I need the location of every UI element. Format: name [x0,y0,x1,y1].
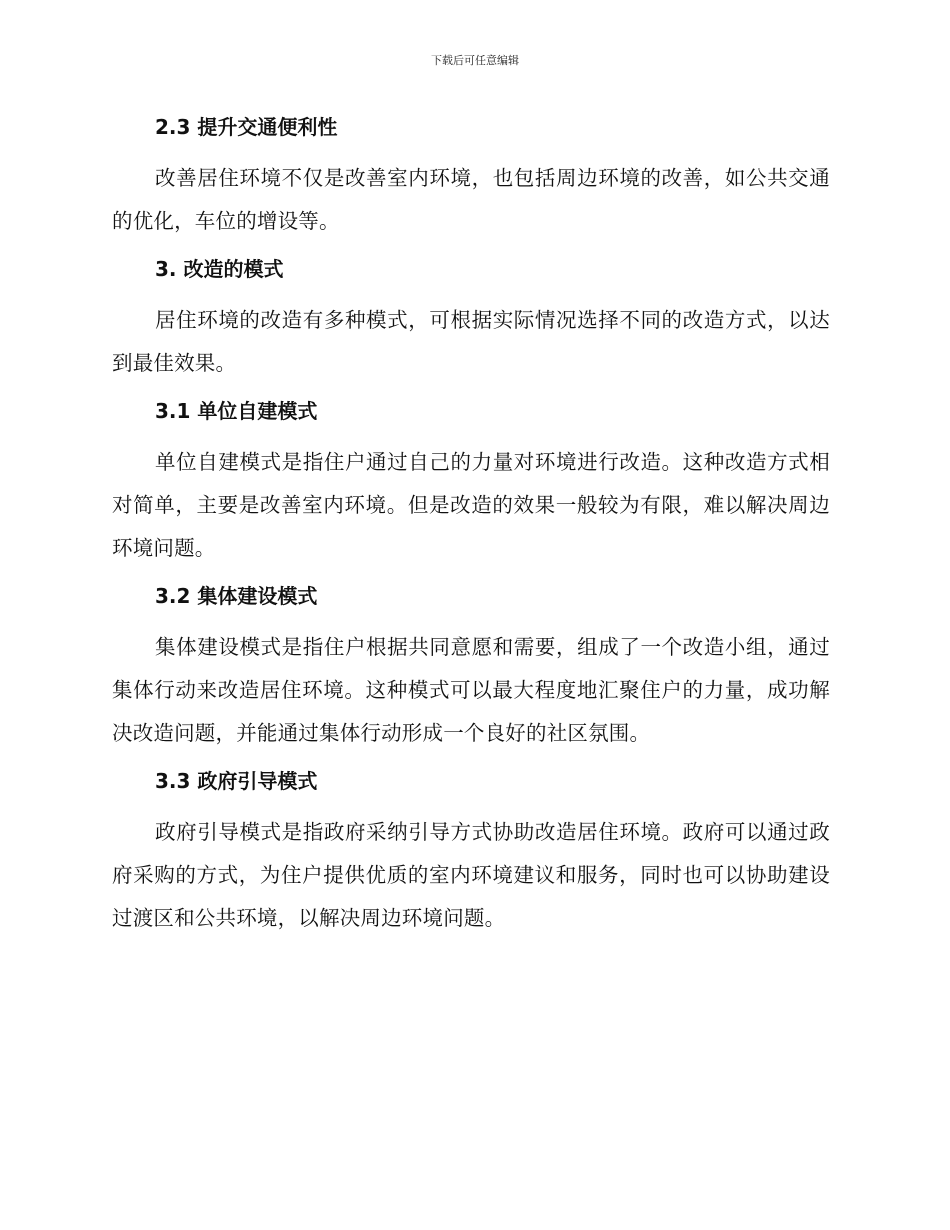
section-heading-3-1: 3.1 单位自建模式 [155,399,318,423]
document-body [112,110,830,940]
section-paragraph-3: 居住环境的改造有多种模式，可根据实际情况选择不同的改造方式，以达到最佳效果。 [112,308,830,375]
page-header: 下载后可任意编辑 [431,54,519,67]
section-paragraph-2-3: 改善居住环境不仅是改善室内环境，也包括周边环境的改善，如公共交通的优化，车位的增设等。 [112,166,830,233]
section-paragraph-3-1: 单位自建模式是指住户通过自己的力量对环境进行改造。这种改造方式相对简单，主要是改善室内环境。但是改造的效果一般较为有限，难以解决周边环境问题。 [112,450,830,560]
section-heading-3: 3. 改造的模式 [155,257,284,281]
section-paragraph-3-3: 政府引导模式是指政府采纳引导方式协助改造居住环境。政府可以通过政府采购的方式，为住户提供优质的室内环境建议和服务，同时也可以协助建设过渡区和公共环境，以解决周边环境问题。 [112,820,830,930]
section-paragraph-3-2: 集体建设模式是指住户根据共同意愿和需要，组成了一个改造小组，通过集体行动来改造居住环境。这种模式可以最大程度地汇聚住户的力量，成功解决改造问题，并能通过集体行动形成一个良好的社区氛围。 [112,635,830,745]
section-heading-3-2: 3.2 集体建设模式 [155,584,318,608]
section-heading-2-3: 2.3 提升交通便利性 [155,115,338,139]
section-heading-3-3: 3.3 政府引导模式 [155,769,318,793]
